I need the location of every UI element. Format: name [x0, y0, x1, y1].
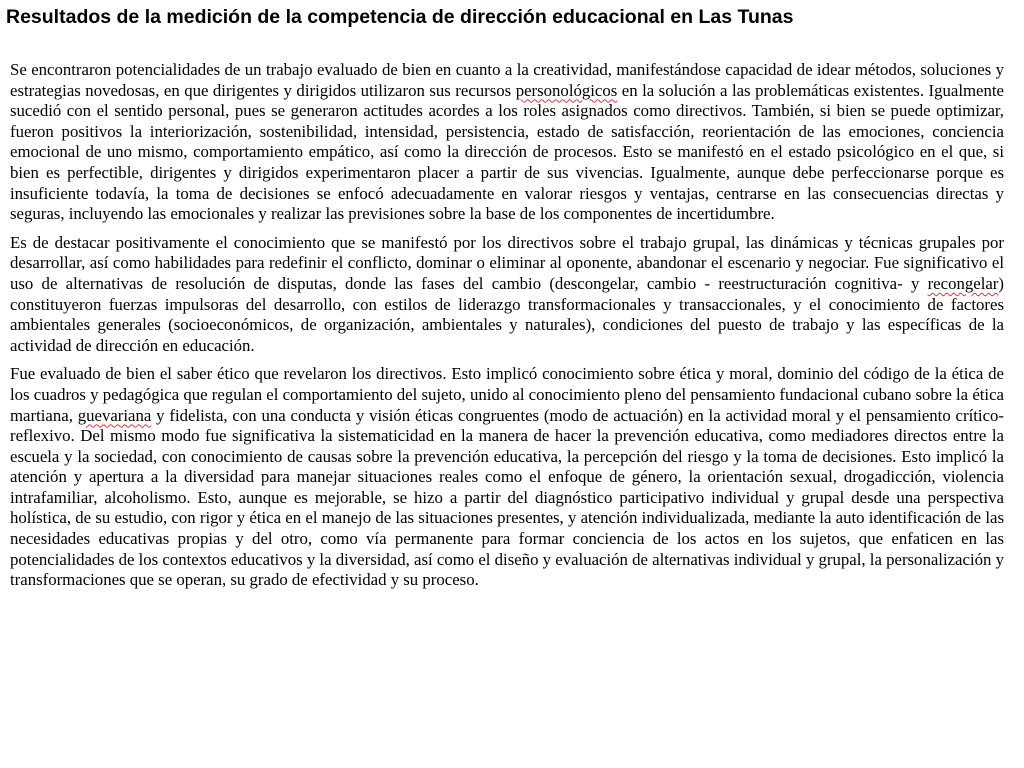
document-body[interactable]: [10, 60, 1004, 599]
paragraph-trabajo-grupal: [10, 233, 1004, 357]
paragraph-creatividad: [10, 60, 1004, 225]
spellcheck-flagged-word[interactable]: guevariana: [77, 405, 152, 425]
paragraph-text: y fidelista, con una conducta y visión éticas congruentes (modo de actuación) en la actividad moral y el pensamiento crítico-reflexivo. Del mismo modo fue significativa la sistematicidad en la manera de hacer la prevención educativa, como mediadores directos entre la escuela y la sociedad, con conocimiento de causas sobre la prevención educativa, la percepción del riesgo y la toma de decisiones. Esto implicó la atención y apertura a la diversidad para manejar situaciones reales como el enfoque de género, la orientación sexual, drogadicción, violencia intrafamiliar, alcoholismo. Esto, aunque es mejorable, se hizo a partir del diagnóstico participativo individual y grupal desde una perspectiva holística, de su estudio, con rigor y ética en el manejo de las situaciones presentes, y atención individualizada, mediante la auto identificación de las necesidades educativas propias y del otro, como vía permanente para formar conciencia de los actos en los sujetos, que enfaticen en las potencialidades de los contextos educativos y la diversidad, así como el diseño y evaluación de alternativas individual y grupal, la personalización y transformaciones que se operan, su grado de efectividad y su proceso.: [10, 405, 1004, 590]
paragraph-text: Se encontraron potencialidades de un trabajo evaluado de bien en cuanto a la creatividad, manifestándose capacidad de idear métodos, soluciones y estrategias novedosas, en que dirigentes y dirigidos utilizaron sus recursos: [10, 60, 1004, 100]
spellcheck-flagged-word[interactable]: recongelar: [927, 273, 999, 293]
paragraph-text: Fue evaluado de bien el saber ético que revelaron los directivos. Esto implicó conocimiento sobre ética y moral, dominio del código de la ética de los cuadros y pedagógica que regulan el comportamiento del sujeto, unido al conocimiento pleno del pensamiento fundacional cubano sobre la ética martiana,: [10, 364, 1004, 425]
slide-title: Resultados de la medición de la competencia de dirección educacional en Las Tunas: [6, 6, 794, 28]
paragraph-text: en la solución a las problemáticas existentes. Igualmente sucedió con el sentido personal, pues se generaron actitudes acordes a los roles asignados como directivos. También, si bien se puede optimizar, fueron positivos la interiorización, sostenibilidad, intensidad, persistencia, estado de satisfacción, reorientación de las emociones, conciencia emocional de uno mismo, comportamiento empático, así como la dirección de procesos. Esto se manifestó en el estado psicológico en el que, si bien es perfectible, dirigentes y dirigidos experimentaron placer a partir de sus vivencias. Igualmente, aunque debe perfeccionarse porque es insuficiente todavía, la toma de decisiones se enfocó adecuadamente en valorar riesgos y ventajas, centrarse en las consecuencias directas y seguras, incluyendo las emocionales y realizar las previsiones sobre la base de los componentes de incertidumbre.: [10, 80, 1004, 224]
paragraph-text: ) constituyeron fuerzas impulsoras del desarrollo, con estilos de liderazgo transformacionales y transaccionales, y el conocimiento de factores ambientales generales (socioeconómicos, de organización, ambientales y naturales), condiciones del puesto de trabajo y las específicas de la actividad de dirección en educación.: [10, 273, 1004, 355]
spellcheck-flagged-word[interactable]: personológicos: [515, 80, 618, 100]
paragraph-saber-etico: [10, 364, 1004, 591]
paragraph-text: Es de destacar positivamente el conocimiento que se manifestó por los directivos sobre el trabajo grupal, las dinámicas y técnicas grupales por desarrollar, así como habilidades para redefinir el conflicto, dominar o eliminar al oponente, abandonar el escenario y negociar. Fue significativo el uso de alternativas de resolución de disputas, donde las fases del cambio (descongelar, cambio - reestructuración cognitiva- y: [10, 232, 1004, 293]
